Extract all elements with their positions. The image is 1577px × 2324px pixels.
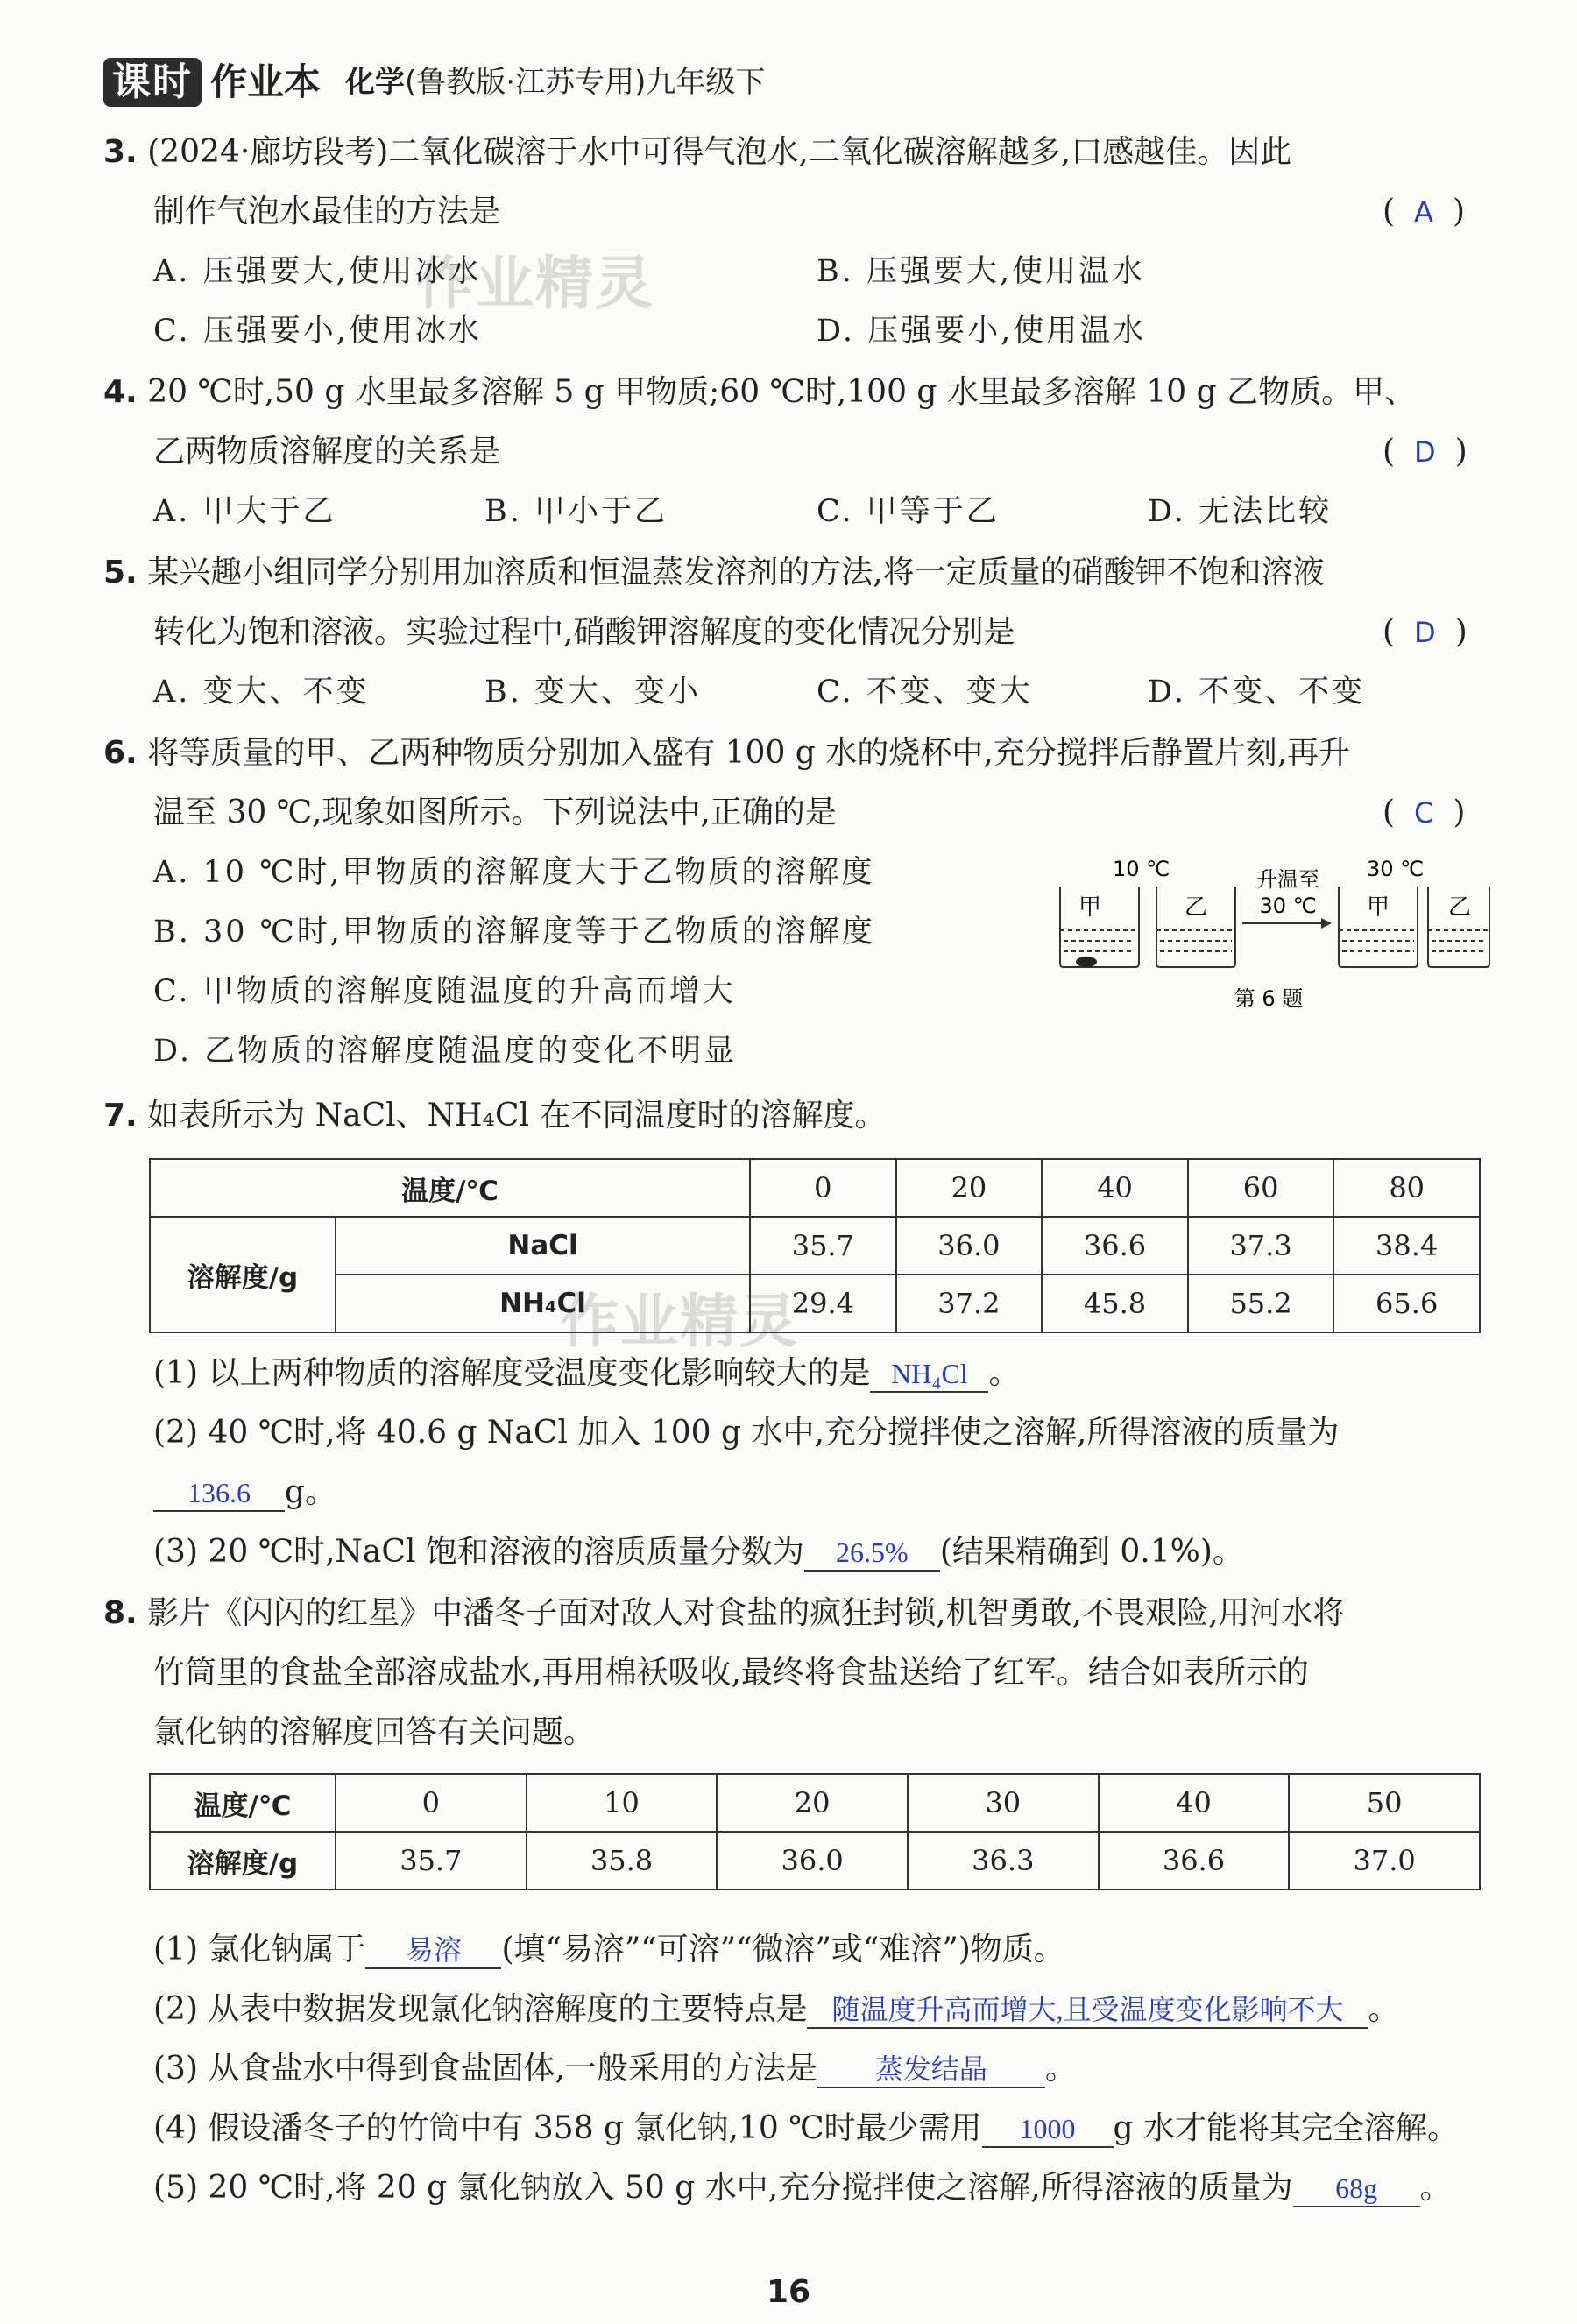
answer-bracket: ( A ) [1383, 194, 1465, 230]
question-8-line2: 竹筒里的食盐全部溶成盐水,再用棉袄吸收,最终将食盐送给了红军。结合如表所示的 [153, 1655, 1309, 1691]
temp-cell: 50 [1289, 1774, 1480, 1832]
option-d: D. 乙物质的溶解度随温度的变化不明显 [153, 1034, 738, 1069]
question-7: 7. 如表所示为 NaCl、NH₄Cl 在不同温度时的溶解度。 [103, 1098, 887, 1134]
temp-cell: 10 [527, 1774, 718, 1832]
question-3: 3. (2024·廊坊段考)二氧化碳溶于水中可得气泡水,二氧化碳溶解越多,口感越佳。因此 [103, 134, 1292, 170]
value-cell: 65.6 [1333, 1275, 1480, 1332]
temp-cell: 60 [1188, 1159, 1334, 1217]
option-d: D. 压强要小,使用温水 [817, 314, 1147, 349]
value-cell: 36.0 [896, 1217, 1043, 1275]
solubility-table-nacl-nh4cl [149, 1158, 1481, 1333]
figure-caption: 第 6 题 [1234, 986, 1304, 1011]
solubility-table-nacl [149, 1773, 1481, 1890]
option-b: B. 变大、变小 [484, 675, 701, 710]
book-subtitle: 化学(鲁教版·江苏专用)九年级下 [345, 65, 766, 100]
answer-blank: 68g [1293, 2171, 1420, 2207]
option-c: C. 不变、变大 [817, 675, 1033, 710]
answer-blank: 易溶 [365, 1932, 501, 1969]
temp-cell: 40 [1042, 1159, 1188, 1217]
temp-cell: 80 [1333, 1159, 1480, 1217]
watermark: 作业精灵 [416, 250, 654, 317]
temp-cell: 40 [1099, 1774, 1290, 1832]
label-jia: 甲 [1078, 894, 1102, 921]
header-temperature: 温度/℃ [150, 1159, 750, 1217]
question-5-line2: 转化为饱和溶液。实验过程中,硝酸钾溶解度的变化情况分别是 [153, 614, 1015, 650]
answer-bracket: ( C ) [1383, 795, 1466, 830]
question-3-line2: 制作气泡水最佳的方法是 [153, 194, 501, 230]
arrow-label-bottom: 30 ℃ [1259, 894, 1317, 918]
option-a: A. 10 ℃时,甲物质的溶解度大于乙物质的溶解度 [153, 855, 875, 890]
q7-sub-3: (3) 20 ℃时,NaCl 饱和溶液的溶质质量分数为 26.5% (结果精确到 0.1%)。 [153, 1534, 1244, 1570]
question-4-line2: 乙两物质溶解度的关系是 [153, 434, 501, 470]
value-cell: 45.8 [1042, 1275, 1188, 1332]
value-cell: 37.0 [1289, 1832, 1480, 1890]
value-cell: 36.3 [908, 1832, 1099, 1890]
option-c: C. 甲等于乙 [817, 494, 1000, 529]
row-name-nh4cl: NH₄Cl [336, 1275, 750, 1332]
arrow-label-top: 升温至 [1256, 867, 1319, 892]
answer-blank: 136.6 [153, 1475, 285, 1512]
value-cell: 37.3 [1188, 1217, 1334, 1275]
question-8-line3: 氯化钠的溶解度回答有关问题。 [153, 1714, 596, 1750]
value-cell: 35.8 [527, 1832, 718, 1890]
value-cell: 36.6 [1042, 1217, 1188, 1275]
watermark: 作业精灵 [561, 1288, 799, 1355]
row-name-nacl: NaCl [336, 1217, 750, 1275]
option-b: B. 30 ℃时,甲物质的溶解度等于乙物质的溶解度 [153, 915, 875, 950]
q8-sub-3: (3) 从食盐水中得到食盐固体,一般采用的方法是 蒸发结晶 。 [153, 2051, 1077, 2087]
q7-sub-1: (1) 以上两种物质的溶解度受温度变化影响较大的是 NH₄Cl 。 [153, 1355, 1021, 1391]
value-cell: 36.0 [717, 1832, 908, 1890]
q8-sub-1: (1) 氯化钠属于 易溶 (填“易溶”“可溶”“微溶”或“难溶”)物质。 [153, 1932, 1065, 1967]
temp-cell: 0 [750, 1159, 896, 1217]
temp-10-label: 10 ℃ [1113, 857, 1170, 881]
option-a: A. 甲大于乙 [153, 494, 336, 529]
label-jia: 甲 [1366, 894, 1390, 921]
option-c: C. 甲物质的溶解度随温度的升高而增大 [153, 974, 736, 1009]
temp-cell: 20 [717, 1774, 908, 1832]
q7-sub-2-cont: 136.6 g。 [153, 1470, 336, 1515]
label-yi: 乙 [1184, 894, 1208, 921]
header-solubility: 溶解度/g [150, 1217, 336, 1332]
question-5: 5. 某兴趣小组同学分别用加溶质和恒温蒸发溶剂的方法,将一定质量的硝酸钾不饱和溶液 [103, 555, 1325, 590]
label-yi: 乙 [1447, 894, 1472, 921]
question-6: 6. 将等质量的甲、乙两种物质分别加入盛有 100 g 水的烧杯中,充分搅拌后静置片刻,再升 [103, 735, 1351, 771]
series-logo: 课时 [103, 58, 202, 107]
answer-bracket: ( D ) [1383, 614, 1467, 650]
temp-30-label: 30 ℃ [1367, 857, 1425, 881]
value-cell: 29.4 [750, 1275, 896, 1332]
value-cell: 37.2 [896, 1275, 1043, 1332]
page-number: 16 [766, 2274, 811, 2310]
answer-blank: 随温度升高而增大,且受温度变化影响不大 [807, 1992, 1368, 2029]
temp-cell: 0 [336, 1774, 527, 1832]
arrow-head [1321, 918, 1332, 929]
page-header [103, 46, 765, 107]
value-cell: 55.2 [1188, 1275, 1334, 1332]
answer-blank: 26.5% [804, 1535, 940, 1572]
q8-sub-5: (5) 20 ℃时,将 20 g 氯化钠放入 50 g 水中,充分搅拌使之溶解,所得溶液的质量为 68g 。 [153, 2170, 1452, 2206]
question-6-line2: 温至 30 ℃,现象如图所示。下列说法中,正确的是 [153, 795, 837, 830]
temp-cell: 20 [896, 1159, 1043, 1217]
option-a: A. 变大、不变 [153, 675, 370, 710]
question-4: 4. 20 ℃时,50 g 水里最多溶解 5 g 甲物质;60 ℃时,100 g 水里最多溶解 10 g 乙物质。甲、 [103, 374, 1417, 410]
option-c: C. 压强要小,使用冰水 [153, 314, 482, 349]
answer-blank: 1000 [982, 2111, 1114, 2148]
q8-sub-2: (2) 从表中数据发现氯化钠溶解度的主要特点是 随温度升高而增大,且受温度变化影响不大 。 [153, 1991, 1400, 2027]
q7-sub-2: (2) 40 ℃时,将 40.6 g NaCl 加入 100 g 水中,充分搅拌使之溶解,所得溶液的质量为 [153, 1415, 1340, 1451]
q8-sub-4: (4) 假设潘冬子的竹筒中有 358 g 氯化钠,10 ℃时最少需用 1000 g 水才能将其完全溶解。 [153, 2110, 1459, 2146]
undissolved-solid [1076, 957, 1097, 967]
answer-blank: 蒸发结晶 [817, 2052, 1045, 2088]
value-cell: 36.6 [1099, 1832, 1290, 1890]
option-d: D. 无法比较 [1148, 494, 1333, 529]
option-d: D. 不变、不变 [1148, 675, 1366, 710]
temp-cell: 30 [908, 1774, 1099, 1832]
option-a: A. 压强要大,使用冰水 [153, 254, 482, 289]
value-cell: 38.4 [1333, 1217, 1480, 1275]
series-title: 作业本 [210, 60, 322, 103]
answer-bracket: ( D ) [1383, 434, 1467, 470]
value-cell: 35.7 [336, 1832, 527, 1890]
option-b: B. 甲小于乙 [484, 494, 668, 529]
question-8: 8. 影片《闪闪的红星》中潘冬子面对敌人对食盐的疯狂封锁,机智勇敢,不畏艰险,用河水将 [103, 1595, 1345, 1631]
value-cell: 35.7 [750, 1217, 896, 1275]
option-b: B. 压强要大,使用温水 [817, 254, 1146, 289]
beaker-figure [1043, 850, 1498, 1025]
header-solubility: 溶解度/g [150, 1832, 336, 1890]
header-temperature: 温度/℃ [150, 1774, 336, 1832]
answer-blank: NH₄Cl [870, 1356, 988, 1393]
